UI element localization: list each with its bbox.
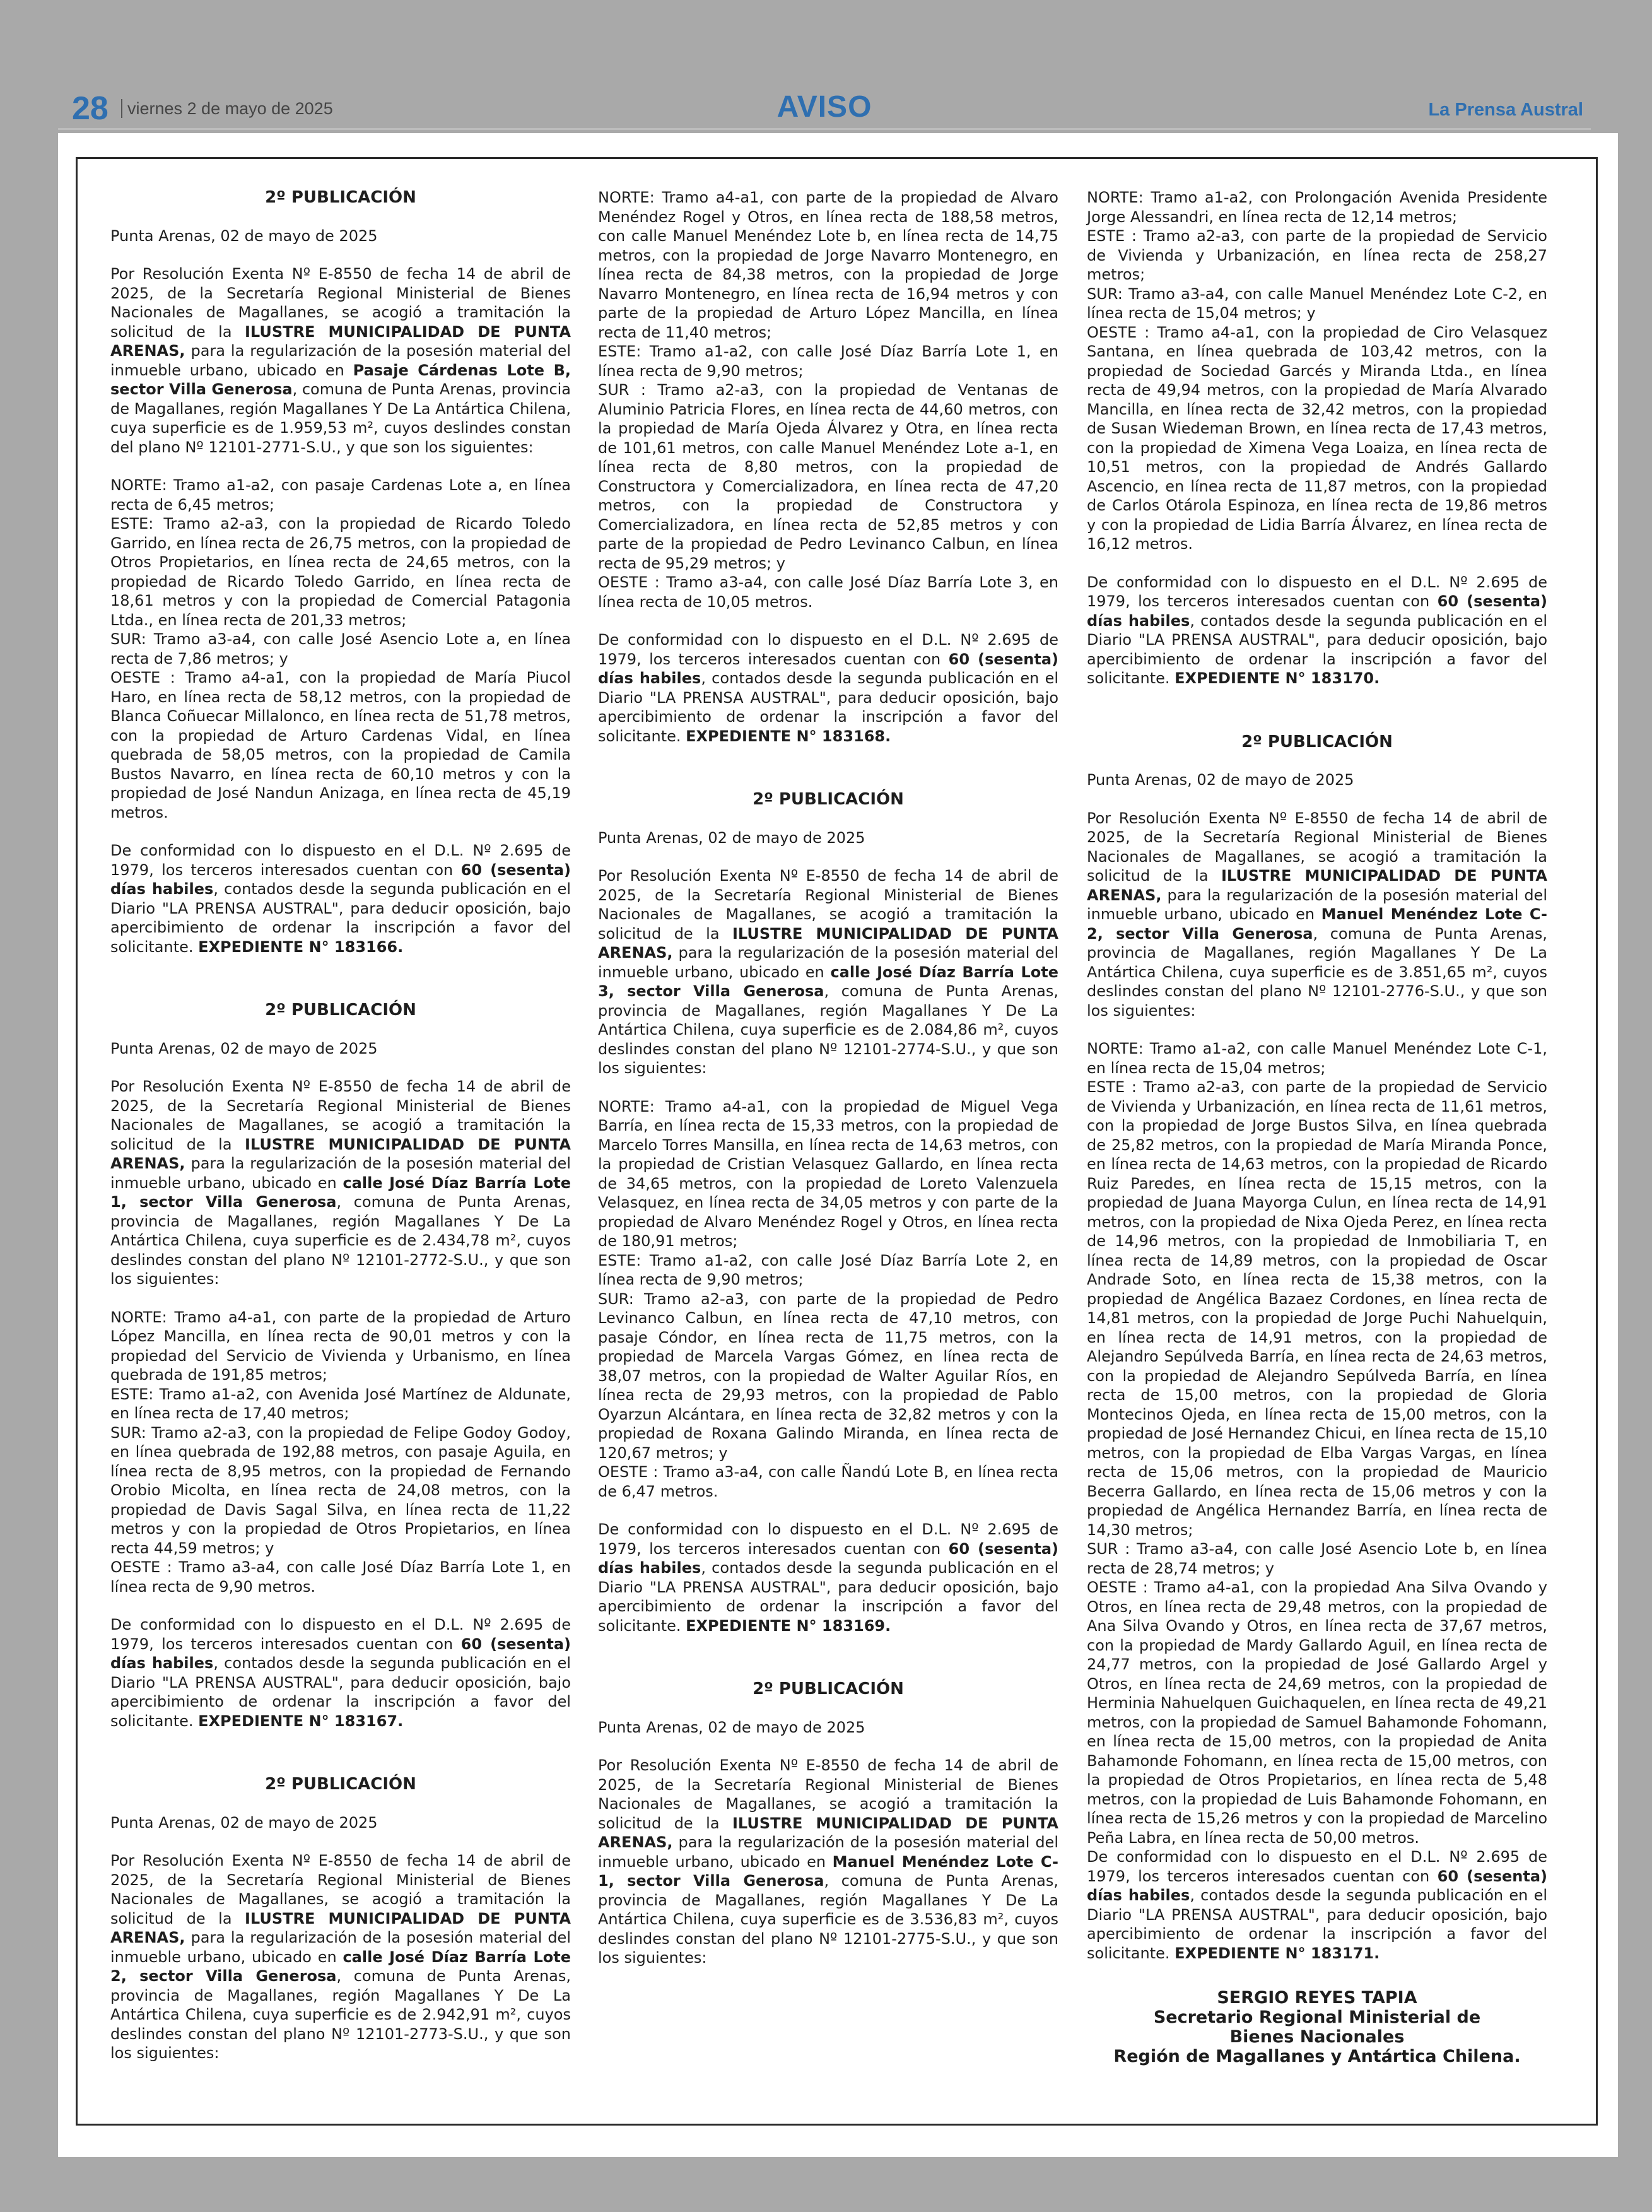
notice-heading: 2º PUBLICACIÓN xyxy=(753,1680,904,1698)
notice-boundaries xyxy=(1087,188,1547,554)
notice-boundaries xyxy=(598,1097,1058,1502)
notice-date: Punta Arenas, 02 de mayo de 2025 xyxy=(598,1718,865,1736)
boundary-sur: SUR : Tramo a3-a4, con calle José Asencio Lote b, en línea recta de 28,74 metros; y xyxy=(1087,1540,1547,1577)
signature-block xyxy=(1087,1988,1547,2066)
boundary-norte: NORTE: Tramo a1-a2, con calle Manuel Menéndez Lote C-1, en línea recta de 15,04 metros; xyxy=(1087,1040,1547,1077)
notice-closing: De conformidad con lo dispuesto en el D.L. Nº 2.695 de 1979, los terceros interesados cuentan con 60 (sesenta) días habiles, contados desde la segunda publicación en el Diario "LA PRENSA AUSTRAL", para deducir oposición, bajo apercibimiento de ordenar la inscripción a favor del solicitante. EXPEDIENTE N° 183171. xyxy=(1087,1848,1548,1962)
signatory-name: SERGIO REYES TAPIA xyxy=(1217,1988,1417,2008)
notice-intro: Por Resolución Exenta Nº E-8550 de fecha 14 de abril de 2025, de la Secretaría Regional Ministerial de Bienes Nacionales de Magallanes, se acogió a tramitación la solicitud de la ILUSTRE MUNICIPALIDAD DE PUNTA ARENAS, para la regularización de la posesión material del inmueble urbano, ubicado en Pasaje Cárdenas Lote B, sector Villa Generosa, comuna de Punta Arenas, provincia de Magallanes, región Magallanes Y De La Antártica Chilena, cuya superficie es de 1.959,53 m², cuyos deslindes constan del plano Nº 12101-2771-S.U., y que son los siguientes: xyxy=(110,265,571,456)
boundary-este: ESTE : Tramo a2-a3, con parte de la propiedad de Servicio de Vivienda y Urbanización, en línea recta de 258,27 metros; xyxy=(1087,227,1547,283)
notice-heading: 2º PUBLICACIÓN xyxy=(1241,732,1393,751)
signatory-office: Bienes Nacionales xyxy=(1229,2027,1405,2047)
column-2 xyxy=(598,188,1058,1987)
boundary-oeste: OESTE : Tramo a3-a4, con calle Ñandú Lote B, en línea recta de 6,47 metros. xyxy=(598,1463,1058,1500)
boundary-este: ESTE: Tramo a1-a2, con calle José Díaz Barría Lote 1, en línea recta de 9,90 metros; xyxy=(598,343,1058,380)
boundary-norte: NORTE: Tramo a4-a1, con parte de la propiedad de Arturo López Mancilla, en línea recta de 90,01 metros y con la propiedad del Servicio de Vivienda y Urbanismo, en línea quebrada de 191,85 metros; xyxy=(110,1308,571,1384)
boundary-sur: SUR : Tramo a2-a3, con la propiedad de Ventanas de Aluminio Patricia Flores, en línea recta de 44,60 metros, con la propiedad de María Ojeda Álvarez y Otra, en línea recta de 101,61 metros, con calle Manuel Menéndez Lote a-1, en línea recta de 8,80 metros, con la propiedad de Constructora y Comercializadora, en línea recta de 47,20 metros, con la propiedad de Constructora y Comercializadora, en línea recta de 52,85 metros y con parte de la propiedad de Pedro Levinanco Calbun, en línea recta de 95,29 metros; y xyxy=(598,381,1058,572)
signatory-region: Región de Magallanes y Antártica Chilena. xyxy=(1113,2047,1521,2066)
notice-183170-cont xyxy=(1087,188,1547,688)
boundary-este: ESTE : Tramo a2-a3, con parte de la propiedad de Servicio de Vivienda y Urbanización, en línea recta de 11,61 metros, con la propiedad de Jorge Bustos Silva, en línea quebrada de 25,82 metros, con la propiedad de María Miranda Ponce, en línea recta de 14,63 metros, con la propiedad de Ricardo Ruiz Paredes, en línea recta de 15,15 metros, con la propiedad de Juana Mayorga Culun, en línea recta de 14,91 metros, con la propiedad de Nixa Ojeda Perez, en línea recta de 14,96 metros, con la propiedad de Inmobiliaria T, en línea recta de 14,89 metros, con la propiedad de Oscar Andrade Soto, en línea recta de 15,38 metros, con la propiedad de Angélica Bazaez Cordones, en línea recta de 14,81 metros, con la propiedad de Jorge Puchi Nahuelquin, en línea recta de 14,91 metros, con la propiedad de Alejandro Sepúlveda Barría, en línea recta de 24,63 metros, con la propiedad de Alejandro Sepúlveda Barría, en línea recta de 15,00 metros, con la propiedad de Gloria Montecinos Ojeda, en línea recta de 15,00 metros, con la propiedad de José Hernandez Chicui, en línea recta de 15,10 metros, con la propiedad de Elba Vargas Vargas, en línea recta de 15,06 metros, con la propiedad de Mauricio Becerra Gallardo, en línea recta de 15,06 metros y con la propiedad de Angélica Hernandez Barría, en línea recta de 14,30 metros; xyxy=(1087,1078,1547,1539)
notice-boundaries xyxy=(598,188,1058,611)
boundary-oeste: OESTE : Tramo a4-a1, con la propiedad de Ciro Velasquez Santana, en línea quebrada de 103,42 metros, con la propiedad de Sociedad Garcés y Miranda Ltda., en línea recta de 49,94 metros, con la propiedad de María Alvarado Mancilla, en línea recta de 32,42 metros, con la propiedad de Susan Wiedeman Brown, en línea recta de 17,43 metros, con la propiedad de Ximena Vega Loaiza, en línea recta de 10,51 metros, con la propiedad de Andrés Gallardo Ascencio, en línea recta de 11,87 metros, con la propiedad de Carlos Otárola Espinoza, en línea recta de 19,86 metros y con la propiedad de Lidia Barría Álvarez, en línea recta de 16,12 metros. xyxy=(1087,323,1547,553)
signatory-title: Secretario Regional Ministerial de xyxy=(1153,2008,1481,2027)
notice-date: Punta Arenas, 02 de mayo de 2025 xyxy=(110,1039,378,1057)
notice-date: Punta Arenas, 02 de mayo de 2025 xyxy=(110,1813,378,1832)
notice-183168-cont xyxy=(598,188,1058,746)
notice-intro: Por Resolución Exenta Nº E-8550 de fecha 14 de abril de 2025, de la Secretaría Regional Ministerial de Bienes Nacionales de Magallanes, se acogió a tramitación la solicitud de la ILUSTRE MUNICIPALIDAD DE PUNTA ARENAS, para la regularización de la posesión material del inmueble urbano, ubicado en calle José Díaz Barría Lote 3, sector Villa Generosa, comuna de Punta Arenas, provincia de Magallanes, región Magallanes Y De La Antártica Chilena, cuya superficie es de 2.084,86 m², cuyos deslindes constan del plano Nº 12101-2774-S.U., y que son los siguientes: xyxy=(598,867,1059,1077)
newspaper-name: La Prensa Austral xyxy=(1428,100,1583,120)
issue-date: viernes 2 de mayo de 2025 xyxy=(121,99,333,118)
notice-heading: 2º PUBLICACIÓN xyxy=(265,188,416,207)
notice-boundaries xyxy=(1087,1039,1547,1847)
notice-boundaries xyxy=(110,476,571,822)
notice-183166 xyxy=(110,188,571,956)
boundary-sur: SUR: Tramo a2-a3, con la propiedad de Felipe Godoy Godoy, en línea quebrada de 192,88 metros, con pasaje Aguila, en línea recta de 8,95 metros, con la propiedad de Fernando Orobio Micolta, en línea recta de 24,08 metros, con la propiedad de Davis Sagal Silva, en línea recta de 11,22 metros y con la propiedad de Otros Propietarios, en línea recta 44,59 metros; y xyxy=(110,1423,571,1557)
boundary-oeste: OESTE : Tramo a4-a1, con la propiedad de María Piucol Haro, en línea recta de 58,12 metros, con la propiedad de Blanca Coñuecar Millalonco, en línea recta de 51,78 metros, con la propiedad de Arturo Cardenas Vidal, en línea quebrada de 58,05 metros, con la propiedad de Camila Bustos Navarro, en línea recta de 60,10 metros y con la propiedad de José Nandun Anizaga, en línea recta de 45,19 metros. xyxy=(110,669,571,821)
notice-heading: 2º PUBLICACIÓN xyxy=(265,1001,416,1020)
notice-closing: De conformidad con lo dispuesto en el D.L. Nº 2.695 de 1979, los terceros interesados cuentan con 60 (sesenta) días habiles, contados desde la segunda publicación en el Diario "LA PRENSA AUSTRAL", para deducir oposición, bajo apercibimiento de ordenar la inscripción a favor del solicitante. EXPEDIENTE N° 183166. xyxy=(110,842,571,956)
notice-183170-start xyxy=(598,1680,1058,1968)
boundary-norte: NORTE: Tramo a1-a2, con pasaje Cardenas Lote a, en línea recta de 6,45 metros; xyxy=(110,476,571,514)
notice-heading: 2º PUBLICACIÓN xyxy=(753,790,904,809)
boundary-este: ESTE: Tramo a2-a3, con la propiedad de Ricardo Toledo Garrido, en línea recta de 26,75 metros, con la propiedad de Otros Propietarios, en línea recta de 24,65 metros, con la propiedad de Ricardo Toledo Garrido, en línea recta de 18,61 metros y con la propiedad de Comercial Patagonia Ltda., en línea recta de 201,33 metros; xyxy=(110,515,571,629)
boundary-este: ESTE: Tramo a1-a2, con calle José Díaz Barría Lote 2, en línea recta de 9,90 metros; xyxy=(598,1251,1058,1288)
boundary-este: ESTE: Tramo a1-a2, con Avenida José Martínez de Aldunate, en línea recta de 17,40 metros; xyxy=(110,1385,571,1422)
notice-intro: Por Resolución Exenta Nº E-8550 de fecha 14 de abril de 2025, de la Secretaría Regional Ministerial de Bienes Nacionales de Magallanes, se acogió a tramitación la solicitud de la ILUSTRE MUNICIPALIDAD DE PUNTA ARENAS, para la regularización de la posesión material del inmueble urbano, ubicado en calle José Díaz Barría Lote 2, sector Villa Generosa, comuna de Punta Arenas, provincia de Magallanes, región Magallanes Y De La Antártica Chilena, cuya superficie es de 2.942,91 m², cuyos deslindes constan del plano Nº 12101-2773-S.U., y que son los siguientes: xyxy=(110,1852,571,2062)
notice-183169 xyxy=(598,790,1058,1635)
boundary-sur: SUR: Tramo a3-a4, con calle Manuel Menéndez Lote C-2, en línea recta de 15,04 metros; y xyxy=(1087,285,1547,322)
notice-closing: De conformidad con lo dispuesto en el D.L. Nº 2.695 de 1979, los terceros interesados cuentan con 60 (sesenta) días habiles, contados desde la segunda publicación en el Diario "LA PRENSA AUSTRAL", para deducir oposición, bajo apercibimiento de ordenar la inscripción a favor del solicitante. EXPEDIENTE N° 183169. xyxy=(598,1521,1059,1635)
masthead xyxy=(58,88,1591,130)
notice-closing: De conformidad con lo dispuesto en el D.L. Nº 2.695 de 1979, los terceros interesados cuentan con 60 (sesenta) días habiles, contados desde la segunda publicación en el Diario "LA PRENSA AUSTRAL", para deducir oposición, bajo apercibimiento de ordenar la inscripción a favor del solicitante. EXPEDIENTE N° 183167. xyxy=(110,1616,571,1730)
boundary-sur: SUR: Tramo a2-a3, con parte de la propiedad de Pedro Levinanco Calbun, en línea recta de 47,10 metros, con pasaje Cóndor, en línea recta de 11,75 metros, con la propiedad de Marcela Vargas Gómez, en línea recta de 38,07 metros, con la propiedad de Walter Aguilar Ríos, en línea recta de 29,93 metros, con la propiedad de Pablo Oyarzun Alcántara, en línea recta de 32,82 metros y con la propiedad de Roxana Galindo Miranda, en línea recta de 120,67 metros; y xyxy=(598,1290,1058,1462)
notice-183167 xyxy=(110,1001,571,1731)
notice-intro: Por Resolución Exenta Nº E-8550 de fecha 14 de abril de 2025, de la Secretaría Regional Ministerial de Bienes Nacionales de Magallanes, se acogió a tramitación la solicitud de la ILUSTRE MUNICIPALIDAD DE PUNTA ARENAS, para la regularización de la posesión material del inmueble urbano, ubicado en calle José Díaz Barría Lote 1, sector Villa Generosa, comuna de Punta Arenas, provincia de Magallanes, región Magallanes Y De La Antártica Chilena, cuya superficie es de 2.434,78 m², cuyos deslindes constan del plano Nº 12101-2772-S.U., y que son los siguientes: xyxy=(110,1078,571,1288)
notice-183168-start xyxy=(110,1775,571,2063)
boundary-oeste: OESTE : Tramo a3-a4, con calle José Díaz Barría Lote 3, en línea recta de 10,05 metros. xyxy=(598,574,1058,611)
boundary-norte: NORTE: Tramo a1-a2, con Prolongación Avenida Presidente Jorge Alessandri, en línea recta de 12,14 metros; xyxy=(1087,189,1547,226)
column-3 xyxy=(1087,188,1547,2066)
boundary-sur: SUR: Tramo a3-a4, con calle José Asencio Lote a, en línea recta de 7,86 metros; y xyxy=(110,630,571,668)
boundary-norte: NORTE: Tramo a4-a1, con parte de la propiedad de Alvaro Menéndez Rogel y Otros, en línea recta de 188,58 metros, con calle Manuel Menéndez Lote b, en línea recta de 14,75 metros, con la propiedad de Jorge Navarro Montenegro, en línea recta de 84,38 metros, con la propiedad de Jorge Navarro Montenegro, en línea recta de 16,94 metros y con parte de la propiedad de Arturo López Mancilla, en línea recta de 11,40 metros; xyxy=(598,189,1058,341)
notice-closing: De conformidad con lo dispuesto en el D.L. Nº 2.695 de 1979, los terceros interesados cuentan con 60 (sesenta) días habiles, contados desde la segunda publicación en el Diario "LA PRENSA AUSTRAL", para deducir oposición, bajo apercibimiento de ordenar la inscripción a favor del solicitante. EXPEDIENTE N° 183168. xyxy=(598,631,1059,745)
page-sheet xyxy=(58,133,1618,2157)
notice-date: Punta Arenas, 02 de mayo de 2025 xyxy=(598,828,865,847)
notice-intro: Por Resolución Exenta Nº E-8550 de fecha 14 de abril de 2025, de la Secretaría Regional Ministerial de Bienes Nacionales de Magallanes, se acogió a tramitación la solicitud de la ILUSTRE MUNICIPALIDAD DE PUNTA ARENAS, para la regularización de la posesión material del inmueble urbano, ubicado en Manuel Menéndez Lote C-2, sector Villa Generosa, comuna de Punta Arenas, provincia de Magallanes, región Magallanes Y De La Antártica Chilena, cuya superficie es de 3.851,65 m², cuyos deslindes constan del plano Nº 12101-2776-S.U., y que son los siguientes: xyxy=(1087,809,1548,1020)
section-title: AVISO xyxy=(776,90,872,124)
boundary-norte: NORTE: Tramo a4-a1, con la propiedad de Miguel Vega Barría, en línea recta de 15,33 metros, con la propiedad de Marcelo Torres Mansilla, en línea recta de 14,63 metros, con la propiedad de Cristian Velasquez Gallardo, en línea recta de 34,65 metros, con la propiedad de Loreto Valenzuela Velasquez, en línea recta de 34,05 metros y con parte de la propiedad de Alvaro Menéndez Rogel y Otros, en línea recta de 180,91 metros; xyxy=(598,1097,1058,1250)
notice-date: Punta Arenas, 02 de mayo de 2025 xyxy=(1087,771,1354,789)
boundary-oeste: OESTE : Tramo a4-a1, con la propiedad Ana Silva Ovando y Otros, en línea recta de 29,48 metros, con la propiedad de Ana Silva Ovando y Otros, en línea recta de 37,67 metros, con la propiedad de Mardy Gallardo Aguil, en línea recta de 24,77 metros, con la propiedad de José Gallardo Argel y Otros, en línea recta de 24,69 metros, con la propiedad de Herminia Nahuelquen Guichaquelen, en línea recta de 49,21 metros, con la propiedad de Samuel Bahamonde Fohomann, en línea recta de 15,00 metros, con la propiedad de Anita Bahamonde Fohomann, en línea recta de 15,00 metros, con la propiedad de Otros Propietarios, en línea recta de 5,48 metros, con la propiedad de Luis Bahamonde Fohomann, en línea recta de 15,26 metros y con la propiedad de Marcelino Peña Labra, en línea recta de 50,00 metros. xyxy=(1087,1579,1547,1847)
notice-heading: 2º PUBLICACIÓN xyxy=(265,1775,416,1794)
notice-frame xyxy=(76,157,1598,2126)
notice-intro: Por Resolución Exenta Nº E-8550 de fecha 14 de abril de 2025, de la Secretaría Regional Ministerial de Bienes Nacionales de Magallanes, se acogió a tramitación la solicitud de la ILUSTRE MUNICIPALIDAD DE PUNTA ARENAS, para la regularización de la posesión material del inmueble urbano, ubicado en Manuel Menéndez Lote C-1, sector Villa Generosa, comuna de Punta Arenas, provincia de Magallanes, región Magallanes Y De La Antártica Chilena, cuya superficie es de 3.536,83 m², cuyos deslindes constan del plano Nº 12101-2775-S.U., y que son los siguientes: xyxy=(598,1756,1059,1967)
notice-183171 xyxy=(1087,732,1547,1963)
boundary-oeste: OESTE : Tramo a3-a4, con calle José Díaz Barría Lote 1, en línea recta de 9,90 metros. xyxy=(110,1558,571,1596)
notice-closing: De conformidad con lo dispuesto en el D.L. Nº 2.695 de 1979, los terceros interesados cuentan con 60 (sesenta) días habiles, contados desde la segunda publicación en el Diario "LA PRENSA AUSTRAL", para deducir oposición, bajo apercibimiento de ordenar la inscripción a favor del solicitante. EXPEDIENTE N° 183170. xyxy=(1087,573,1548,687)
notice-date: Punta Arenas, 02 de mayo de 2025 xyxy=(110,226,378,245)
notice-boundaries xyxy=(110,1308,571,1597)
page-number: 28 xyxy=(72,90,108,127)
column-1 xyxy=(110,188,571,2082)
